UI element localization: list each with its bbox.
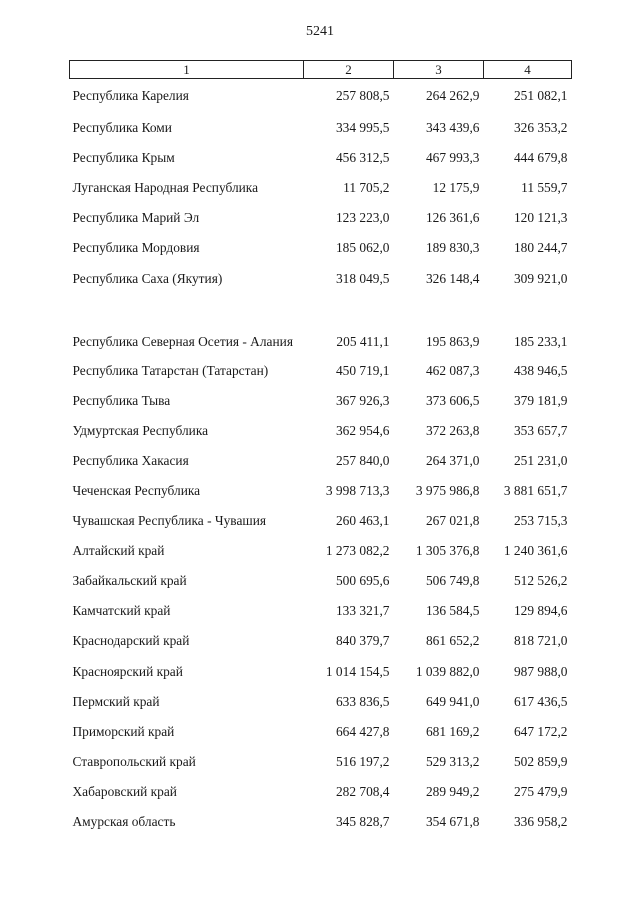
column-header-2: 2 bbox=[304, 61, 394, 79]
table-row bbox=[70, 566, 572, 596]
region-name: Республика Марий Эл bbox=[72, 210, 200, 226]
region-name: Алтайский край bbox=[72, 543, 165, 559]
region-name: Краснодарский край bbox=[72, 633, 190, 649]
value-col-4: 253 715,3 bbox=[513, 513, 568, 529]
data-table bbox=[69, 60, 572, 837]
column-header-1: 1 bbox=[70, 61, 304, 79]
value-col-4: 379 181,9 bbox=[513, 392, 568, 408]
value-col-3: 1 305 376,8 bbox=[415, 543, 480, 559]
table-row bbox=[70, 596, 572, 626]
table-row bbox=[70, 113, 572, 143]
region-name: Пермский край bbox=[72, 693, 160, 709]
value-col-4: 251 231,0 bbox=[513, 452, 568, 468]
value-col-2: 257 808,5 bbox=[335, 88, 390, 103]
value-col-4: 438 946,5 bbox=[513, 362, 568, 378]
page-number: 5241 bbox=[306, 24, 334, 39]
value-col-3: 326 148,4 bbox=[425, 270, 480, 286]
value-col-4: 180 244,7 bbox=[513, 240, 568, 256]
value-col-3: 373 606,5 bbox=[425, 392, 480, 408]
table-row bbox=[70, 777, 572, 807]
value-col-2: 260 463,1 bbox=[335, 513, 390, 529]
value-col-3: 861 652,2 bbox=[425, 633, 480, 649]
table-row bbox=[70, 416, 572, 446]
value-col-4: 818 721,0 bbox=[513, 633, 568, 649]
value-col-2: 205 411,1 bbox=[336, 333, 390, 349]
value-col-3: 136 584,5 bbox=[425, 603, 480, 619]
value-col-2: 1 273 082,2 bbox=[325, 543, 390, 559]
value-col-4: 11 559,7 bbox=[521, 180, 568, 196]
column-header-3: 3 bbox=[394, 61, 484, 79]
value-col-2: 185 062,0 bbox=[335, 240, 390, 256]
value-col-3: 529 313,2 bbox=[425, 753, 480, 769]
value-col-4: 336 958,2 bbox=[513, 814, 568, 830]
table-row bbox=[70, 506, 572, 536]
value-col-4: 251 082,1 bbox=[513, 88, 568, 103]
table-row bbox=[70, 536, 572, 566]
value-col-3: 126 361,6 bbox=[425, 210, 480, 226]
column-header-4: 4 bbox=[484, 61, 572, 79]
region-name: Луганская Народная Республика bbox=[72, 180, 259, 196]
table-row bbox=[70, 356, 572, 386]
region-name: Республика Татарстан (Татарстан) bbox=[72, 362, 269, 378]
value-col-3: 372 263,8 bbox=[425, 422, 480, 438]
table-row bbox=[70, 446, 572, 476]
value-col-3: 506 749,8 bbox=[425, 573, 480, 589]
value-col-3: 264 371,0 bbox=[425, 452, 480, 468]
value-col-2: 334 995,5 bbox=[335, 120, 390, 136]
region-name: Республика Северная Осетия - Алания bbox=[72, 333, 293, 349]
table-row bbox=[70, 294, 572, 356]
value-col-2: 282 708,4 bbox=[335, 783, 390, 799]
value-col-3: 649 941,0 bbox=[425, 693, 480, 709]
value-col-2: 664 427,8 bbox=[335, 723, 390, 739]
table-row bbox=[70, 657, 572, 687]
value-col-4: 275 479,9 bbox=[513, 783, 568, 799]
value-col-2: 362 954,6 bbox=[335, 422, 390, 438]
value-col-3: 462 087,3 bbox=[425, 362, 480, 378]
value-col-4: 617 436,5 bbox=[513, 693, 568, 709]
table-row bbox=[70, 233, 572, 263]
value-col-4: 512 526,2 bbox=[513, 573, 568, 589]
region-name: Республика Коми bbox=[72, 120, 172, 136]
value-col-3: 195 863,9 bbox=[425, 333, 480, 349]
value-col-4: 1 240 361,6 bbox=[503, 543, 568, 559]
value-col-2: 257 840,0 bbox=[335, 452, 390, 468]
region-name: Республика Саха (Якутия) bbox=[72, 270, 223, 286]
value-col-3: 189 830,3 bbox=[425, 240, 480, 256]
region-name: Амурская область bbox=[72, 814, 176, 830]
value-col-4: 444 679,8 bbox=[513, 150, 568, 166]
value-col-2: 500 695,6 bbox=[335, 573, 390, 589]
value-col-4: 353 657,7 bbox=[513, 422, 568, 438]
value-col-4: 120 121,3 bbox=[513, 210, 568, 226]
value-col-3: 681 169,2 bbox=[425, 723, 480, 739]
value-col-4: 129 894,6 bbox=[513, 603, 568, 619]
value-col-2: 1 014 154,5 bbox=[325, 663, 390, 679]
value-col-3: 1 039 882,0 bbox=[415, 663, 480, 679]
header-row bbox=[70, 61, 572, 79]
value-col-2: 345 828,7 bbox=[335, 814, 390, 830]
value-col-3: 467 993,3 bbox=[425, 150, 480, 166]
value-col-4: 309 921,0 bbox=[513, 270, 568, 286]
table-row bbox=[70, 173, 572, 203]
value-col-4: 502 859,9 bbox=[513, 753, 568, 769]
value-col-3: 12 175,9 bbox=[432, 180, 480, 196]
value-col-4: 987 988,0 bbox=[513, 663, 568, 679]
value-col-2: 3 998 713,3 bbox=[325, 482, 390, 498]
region-name: Хабаровский край bbox=[72, 783, 177, 799]
value-col-3: 343 439,6 bbox=[425, 120, 480, 136]
value-col-2: 840 379,7 bbox=[335, 633, 390, 649]
value-col-4: 185 233,1 bbox=[513, 333, 568, 349]
value-col-3: 264 262,9 bbox=[425, 88, 480, 103]
value-col-2: 318 049,5 bbox=[335, 270, 390, 286]
region-name: Чеченская Республика bbox=[72, 482, 201, 498]
value-col-3: 289 949,2 bbox=[425, 783, 480, 799]
region-name: Камчатский край bbox=[72, 603, 171, 619]
table-row bbox=[70, 717, 572, 747]
value-col-3: 354 671,8 bbox=[425, 814, 480, 830]
value-col-2: 450 719,1 bbox=[335, 362, 390, 378]
region-name: Республика Крым bbox=[72, 150, 175, 166]
value-col-2: 516 197,2 bbox=[335, 753, 390, 769]
region-name: Забайкальский край bbox=[72, 573, 187, 589]
table-row bbox=[70, 476, 572, 506]
table-row bbox=[70, 203, 572, 233]
value-col-4: 647 172,2 bbox=[513, 723, 568, 739]
value-col-2: 133 321,7 bbox=[335, 603, 390, 619]
value-col-2: 367 926,3 bbox=[335, 392, 390, 408]
table-row bbox=[70, 386, 572, 416]
region-name: Республика Карелия bbox=[72, 88, 189, 103]
region-name: Приморский край bbox=[72, 723, 175, 739]
table-row bbox=[70, 143, 572, 173]
region-name: Красноярский край bbox=[72, 663, 183, 679]
value-col-3: 267 021,8 bbox=[425, 513, 480, 529]
table-row bbox=[70, 687, 572, 717]
region-name: Чувашская Республика - Чувашия bbox=[72, 513, 267, 529]
region-name: Удмуртская Республика bbox=[72, 422, 209, 438]
value-col-2: 11 705,2 bbox=[343, 180, 390, 196]
value-col-4: 3 881 651,7 bbox=[503, 482, 568, 498]
value-col-3: 3 975 986,8 bbox=[415, 482, 480, 498]
value-col-2: 123 223,0 bbox=[335, 210, 390, 226]
table-row bbox=[70, 626, 572, 656]
region-name: Республика Тыва bbox=[72, 392, 171, 408]
region-name: Республика Мордовия bbox=[72, 240, 200, 256]
value-col-2: 456 312,5 bbox=[335, 150, 390, 166]
region-name: Республика Хакасия bbox=[72, 452, 189, 468]
table-row bbox=[70, 807, 572, 837]
region-name: Ставропольский край bbox=[72, 753, 196, 769]
table-row bbox=[70, 263, 572, 293]
value-col-2: 633 836,5 bbox=[335, 693, 390, 709]
value-col-4: 326 353,2 bbox=[513, 120, 568, 136]
table-row bbox=[70, 79, 572, 114]
table-row bbox=[70, 747, 572, 777]
